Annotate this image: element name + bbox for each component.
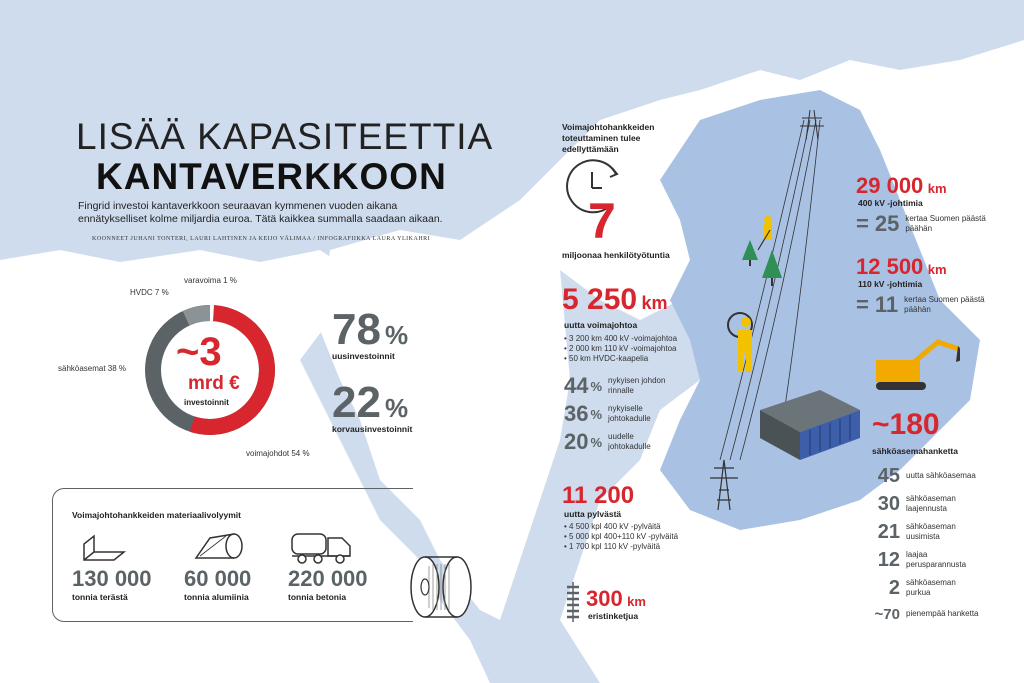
lines-total bbox=[562, 283, 668, 317]
kv400-total bbox=[856, 173, 947, 199]
materials-title: Voimajohtohankkeiden materiaalivolyymit bbox=[72, 510, 241, 520]
substation-row bbox=[858, 462, 1018, 490]
material-steel bbox=[72, 566, 152, 602]
stat-label: uusinvestoinnit bbox=[332, 351, 395, 361]
aluminium-roll-icon bbox=[192, 532, 248, 562]
material-value: 220 000 bbox=[288, 566, 368, 591]
substation-row bbox=[858, 574, 1018, 602]
hours-value: 7 bbox=[588, 193, 616, 249]
share-value: 36 bbox=[564, 401, 589, 426]
substation-row bbox=[858, 546, 1018, 574]
material-label: tonnia alumiinia bbox=[184, 592, 249, 602]
substation-rows bbox=[858, 462, 1018, 626]
kv110-times bbox=[856, 292, 988, 318]
share-label: nykyiselle johtokadulle bbox=[608, 404, 651, 423]
share-row bbox=[564, 429, 668, 455]
kv110-times-label: kertaa Suomen päästä päähän bbox=[904, 295, 985, 314]
cable-drum-icon bbox=[405, 552, 477, 622]
share-unit: % bbox=[590, 378, 603, 394]
substation-row-value: 45 bbox=[877, 464, 900, 487]
kv400-times bbox=[856, 211, 989, 237]
share-unit: % bbox=[590, 434, 603, 450]
share-value: 20 bbox=[564, 429, 589, 454]
worker-icon bbox=[758, 216, 772, 250]
material-label: tonnia terästä bbox=[72, 592, 128, 602]
material-label: tonnia betonia bbox=[288, 592, 347, 602]
kv400-times-value: 25 bbox=[874, 211, 900, 236]
substation-row-value: ~70 bbox=[874, 605, 900, 623]
material-value: 60 000 bbox=[184, 566, 252, 591]
stat-new-investments bbox=[332, 305, 408, 361]
donut-center-unit: mrd € bbox=[188, 373, 240, 394]
substation-row-value: 30 bbox=[877, 492, 900, 515]
excavator-icon bbox=[876, 342, 960, 390]
kv400-label: 400 kV -johtimia bbox=[858, 198, 923, 208]
kv400-times-label: kertaa Suomen päästä päähän bbox=[905, 214, 986, 233]
steel-angle-icon bbox=[80, 530, 128, 564]
substation-row-label: sähköaseman laajennusta bbox=[906, 494, 956, 513]
stat-label: korvausinvestoinnit bbox=[332, 424, 413, 434]
towers-bullet: • 1 700 kpl 110 kV -pylväitä bbox=[564, 542, 661, 551]
legend-varavoima: varavoima 1 % bbox=[184, 276, 237, 285]
lines-bullet: • 50 km HVDC-kaapelia bbox=[564, 354, 649, 363]
substation-building-icon bbox=[760, 390, 860, 460]
legend-voimajohdot: voimajohdot 54 % bbox=[246, 449, 310, 458]
kv110-times-value: 11 bbox=[874, 292, 899, 317]
worker-cable-icon bbox=[728, 313, 752, 372]
donut-center-label: investoinnit bbox=[184, 398, 229, 407]
lines-unit: km bbox=[641, 293, 668, 313]
tower-top-icon bbox=[800, 110, 824, 140]
substation-row-label: uutta sähköasemaa bbox=[906, 471, 976, 480]
kv110-unit: km bbox=[927, 262, 947, 277]
hours-heading: Voimajohtohankkeiden toteuttaminen tulee edellyttämään bbox=[562, 122, 655, 154]
legend-hvdc: HVDC 7 % bbox=[130, 288, 169, 297]
kv110-total bbox=[856, 254, 947, 280]
share-row bbox=[564, 373, 668, 399]
insulators-total bbox=[586, 586, 646, 612]
legend-sahkoasemat: sähköasemat 38 % bbox=[58, 364, 127, 373]
insulators-unit: km bbox=[627, 594, 646, 609]
title-line-2: KANTAVERKKOON bbox=[96, 156, 447, 197]
stat-unit: % bbox=[384, 393, 409, 423]
substation-row-value: 12 bbox=[877, 548, 900, 571]
kv110-label: 110 kV -johtimia bbox=[858, 279, 923, 289]
substation-row-label: pienempää hanketta bbox=[906, 609, 979, 618]
intro-text: Fingrid investoi kantaverkkoon seuraavan kymmenen vuoden aikana ennätykselliset kolme miljardia euroa. Tätä kaikkea summalla saadaan aikaan. bbox=[78, 200, 443, 225]
insulator-icon bbox=[566, 582, 580, 622]
share-unit: % bbox=[590, 406, 603, 422]
substation-row-value: 2 bbox=[888, 576, 900, 599]
material-concrete bbox=[288, 566, 368, 602]
towers-value: 11 200 bbox=[562, 482, 635, 509]
share-row bbox=[564, 401, 668, 427]
substations-label: sähköasemahanketta bbox=[872, 446, 958, 456]
stat-unit: % bbox=[384, 320, 409, 350]
towers-bullets bbox=[564, 522, 678, 552]
credits: KOONNEET JUHANI TONTERI, LAURI LAHTINEN JA KEIJO VÄLIMAA / INFOGRAFIIKKA LAURA YLIKAHRI bbox=[92, 236, 431, 242]
tree-icon bbox=[762, 250, 782, 278]
title-line-1: LISÄÄ KAPASITEETTIA bbox=[76, 116, 494, 157]
material-value: 130 000 bbox=[72, 566, 152, 591]
towers-bullet: • 5 000 kpl 400+110 kV -pylväitä bbox=[564, 532, 679, 541]
lines-value: 5 250 bbox=[562, 283, 638, 316]
substation-row bbox=[858, 602, 1018, 626]
lines-bullets bbox=[564, 334, 677, 364]
substation-row bbox=[858, 518, 1018, 546]
insulators-value: 300 bbox=[586, 586, 623, 611]
stat-replacement-investments bbox=[332, 378, 412, 434]
equals-icon: = bbox=[856, 211, 869, 236]
lines-bullet: • 3 200 km 400 kV -voimajohtoa bbox=[564, 334, 678, 343]
substation-row bbox=[858, 490, 1018, 518]
towers-label: uutta pylvästä bbox=[564, 509, 622, 519]
kv400-unit: km bbox=[927, 181, 947, 196]
substations-value: ~180 bbox=[872, 408, 940, 441]
share-label: nykyisen johdon rinnalle bbox=[608, 376, 666, 395]
hours-label: miljoonaa henkilötyötuntia bbox=[562, 250, 670, 260]
kv110-value: 12 500 bbox=[856, 254, 924, 279]
stat-value: 22 bbox=[332, 378, 381, 427]
donut-center-value: ~3 bbox=[176, 330, 222, 374]
tree-icon bbox=[742, 240, 758, 260]
lines-bullet: • 2 000 km 110 kV -voimajohtoa bbox=[564, 344, 677, 353]
tower-bottom-icon bbox=[710, 460, 738, 510]
substation-row-label: sähköaseman uusimista bbox=[906, 522, 956, 541]
insulators-label: eristinketjua bbox=[588, 611, 639, 621]
material-aluminium bbox=[184, 566, 251, 602]
stat-value: 78 bbox=[332, 305, 381, 354]
substation-row-value: 21 bbox=[877, 520, 900, 543]
substation-row-label: sähköaseman purkua bbox=[906, 578, 956, 597]
concrete-truck-icon bbox=[290, 524, 354, 564]
lines-label: uutta voimajohtoa bbox=[564, 320, 638, 330]
share-label: uudelle johtokadulle bbox=[608, 432, 651, 451]
kv400-value: 29 000 bbox=[856, 173, 924, 198]
equals-icon: = bbox=[856, 292, 869, 317]
towers-bullet: • 4 500 kpl 400 kV -pylväitä bbox=[564, 522, 661, 531]
share-value: 44 bbox=[564, 373, 589, 398]
substation-row-label: laajaa perusparannusta bbox=[906, 550, 967, 569]
